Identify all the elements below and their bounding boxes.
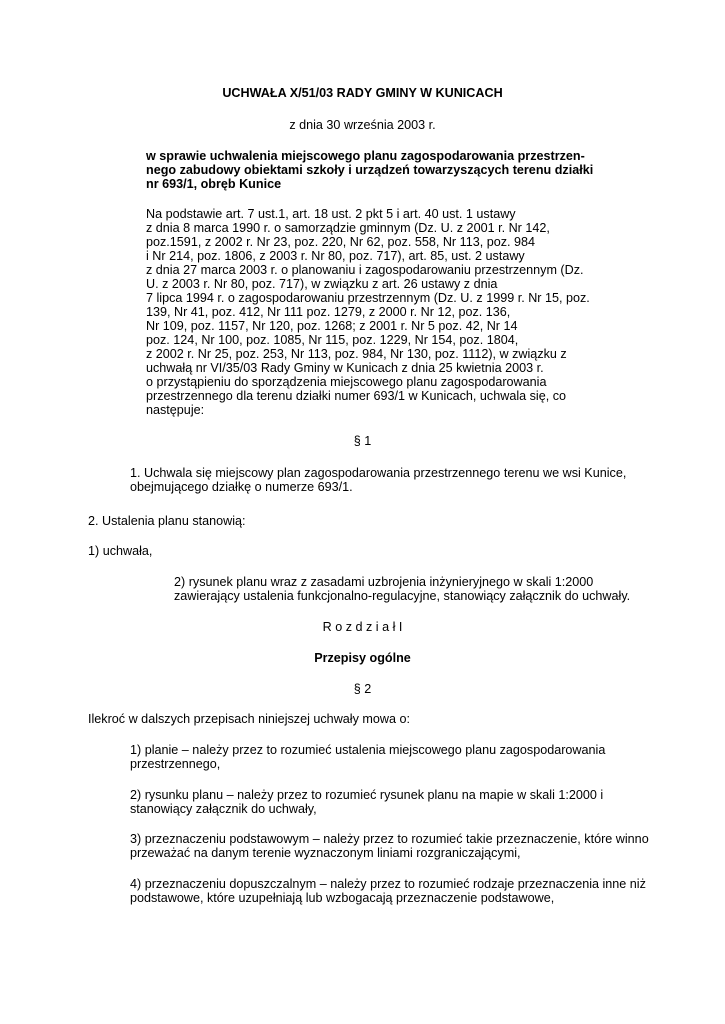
definition-line: podstawowe, które uzupełniają lub wzbogacają przeznaczenie podstawowe, xyxy=(130,891,555,905)
chapter-title: Przepisy ogólne xyxy=(314,651,411,665)
preamble-line: Nr 109, poz. 1157, Nr 120, poz. 1268; z 2001 r. Nr 5 poz. 42, Nr 14 xyxy=(146,319,518,333)
preamble-line: następuje: xyxy=(146,403,205,417)
preamble-line: poz.1591, z 2002 r. Nr 23, poz. 220, Nr 62, poz. 558, Nr 113, poz. 984 xyxy=(146,235,536,249)
preamble-line: 7 lipca 1994 r. o zagospodarowaniu przestrzennym (Dz. U. z 1999 r. Nr 15, poz. xyxy=(146,291,590,305)
definition-line: 3) przeznaczeniu podstawowym – należy przez to rozumieć takie przeznaczenie, które winno xyxy=(130,832,649,846)
document-subject xyxy=(146,149,593,191)
preamble-line: poz. 124, Nr 100, poz. 1085, Nr 115, poz. 1229, Nr 154, poz. 1804, xyxy=(146,333,519,347)
preamble xyxy=(146,207,590,417)
preamble-line: z 2002 r. Nr 25, poz. 253, Nr 113, poz. 984, Nr 130, poz. 1112), w związku z xyxy=(146,347,567,361)
item-line: 2) rysunek planu wraz z zasadami uzbrojenia inżynieryjnego w skali 1:2000 xyxy=(174,575,594,589)
section-1-item-2-1: 1) uchwała, xyxy=(88,544,153,558)
definition-line: przestrzennego, xyxy=(130,757,221,771)
definition-item xyxy=(130,788,603,816)
subject-line: nr 693/1, obręb Kunice xyxy=(146,177,282,191)
subject-line: nego zabudowy obiektami szkoły i urządzeń towarzyszących terenu działki xyxy=(146,163,594,177)
item-line: 1. Uchwala się miejscowy plan zagospodarowania przestrzennego terenu we wsi Kunice, xyxy=(130,466,627,480)
preamble-line: 139, Nr 41, poz. 412, Nr 111 poz. 1279, z 2000 r. Nr 12, poz. 136, xyxy=(146,305,511,319)
preamble-line: przestrzennego dla terenu działki numer 693/1 w Kunicach, uchwala się, co xyxy=(146,389,567,403)
section-1-item-2: 2. Ustalenia planu stanowią: xyxy=(88,514,246,528)
section-1-heading: § 1 xyxy=(353,434,372,448)
definition-line: 2) rysunku planu – należy przez to rozumieć rysunek planu na mapie w skali 1:2000 i xyxy=(130,788,604,802)
preamble-line: o przystąpieniu do sporządzenia miejscowego planu zagospodarowania xyxy=(146,375,547,389)
preamble-line: uchwałą nr VI/35/03 Rady Gminy w Kunicach z dnia 25 kwietnia 2003 r. xyxy=(146,361,544,375)
item-line: obejmującego działkę o numerze 693/1. xyxy=(130,480,353,494)
section-1-item-2-2 xyxy=(174,575,630,603)
preamble-line: Na podstawie art. 7 ust.1, art. 18 ust. 2 pkt 5 i art. 40 ust. 1 ustawy xyxy=(146,207,516,221)
subject-line: w sprawie uchwalenia miejscowego planu zagospodarowania przestrzen- xyxy=(146,149,585,163)
definition-item xyxy=(130,743,605,771)
definition-item xyxy=(130,832,649,860)
document-title: UCHWAŁA X/51/03 RADY GMINY W KUNICACH xyxy=(222,86,503,100)
section-2-intro: Ilekroć w dalszych przepisach niniejszej uchwały mowa o: xyxy=(88,712,410,726)
section-2-heading: § 2 xyxy=(353,682,372,696)
chapter-label: R o z d z i a ł I xyxy=(322,620,403,634)
preamble-line: z dnia 8 marca 1990 r. o samorządzie gminnym (Dz. U. z 2001 r. Nr 142, xyxy=(146,221,550,235)
definition-line: przeważać na danym terenie wyznaczonym liniami rozgraniczającymi, xyxy=(130,846,521,860)
definition-item xyxy=(130,877,646,905)
definition-line: 1) planie – należy przez to rozumieć ustalenia miejscowego planu zagospodarowania xyxy=(130,743,606,757)
preamble-line: z dnia 27 marca 2003 r. o planowaniu i zagospodarowaniu przestrzennym (Dz. xyxy=(146,263,584,277)
document-date: z dnia 30 września 2003 r. xyxy=(289,118,436,132)
definition-line: 4) przeznaczeniu dopuszczalnym – należy przez to rozumieć rodzaje przeznaczenia inne niż xyxy=(130,877,646,891)
item-line: zawierający ustalenia funkcjonalno-regulacyjne, stanowiący załącznik do uchwały. xyxy=(174,589,631,603)
preamble-line: i Nr 214, poz. 1806, z 2003 r. Nr 80, poz. 717), art. 85, ust. 2 ustawy xyxy=(146,249,525,263)
section-1-item-1 xyxy=(130,466,626,494)
preamble-line: U. z 2003 r. Nr 80, poz. 717), w związku z art. 26 ustawy z dnia xyxy=(146,277,498,291)
definition-line: stanowiący załącznik do uchwały, xyxy=(130,802,317,816)
